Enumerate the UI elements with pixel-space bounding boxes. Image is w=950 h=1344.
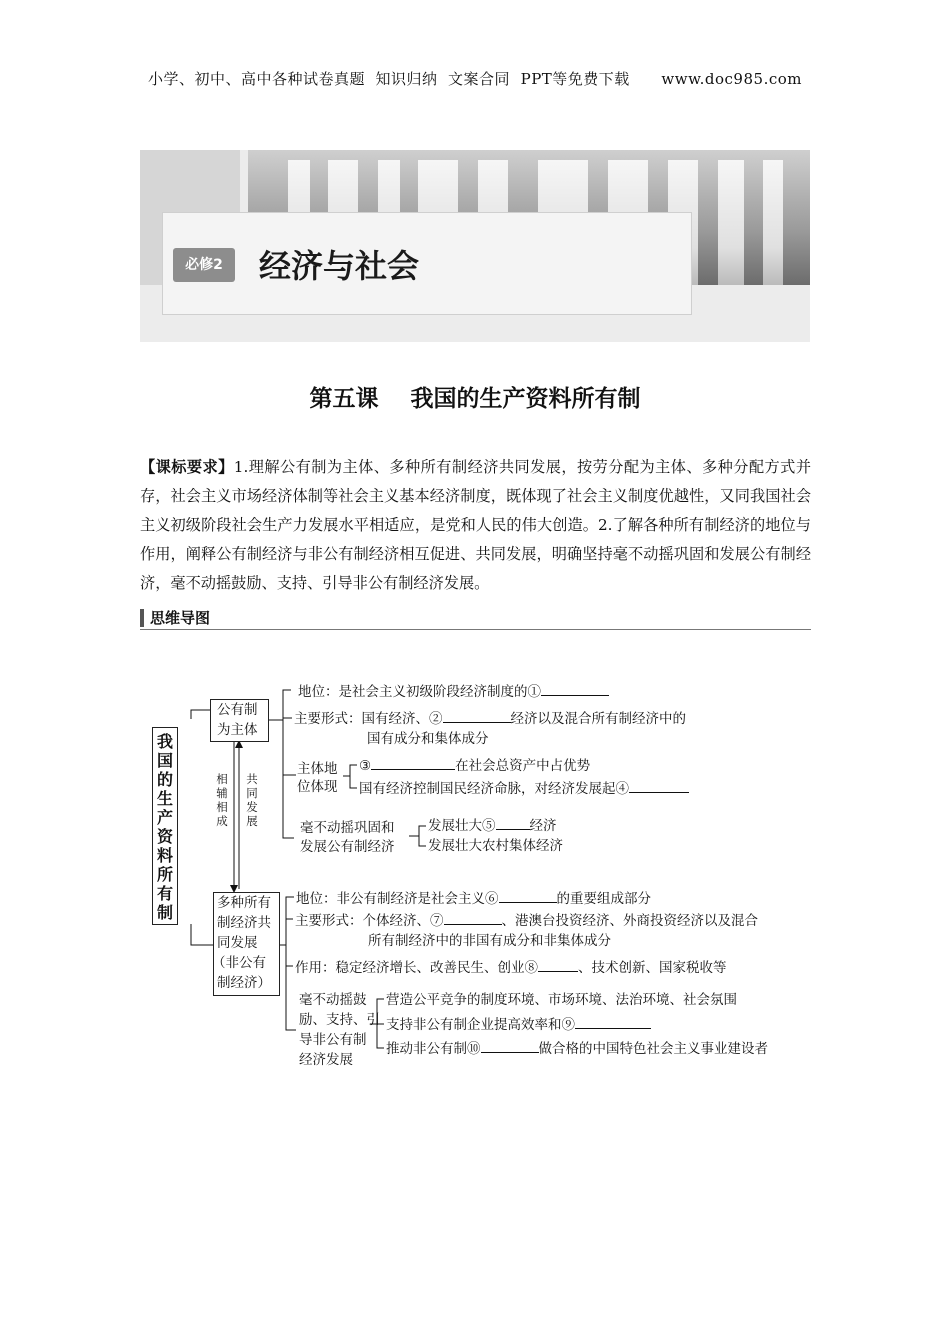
embody-label-2: 位体现 — [297, 779, 338, 795]
requirements-label: 【课标要求】 — [140, 458, 234, 476]
multi-box-line2: 制经济共 — [217, 915, 271, 931]
consolidate-label-1: 毫不动摇巩固和 — [300, 820, 395, 836]
embody-label-1: 主体地 — [297, 761, 338, 777]
public-box-line2: 为主体 — [217, 722, 258, 738]
consolidate-label-2: 发展公有制经济 — [300, 839, 395, 855]
page-header: 小学、初中、高中各种试卷真题 知识归纳 文案合同 PPT等免费下载 www.doc985.com — [147, 70, 802, 88]
multi-status: 地位：非公有制经济是社会主义⑥ 的重要组成部分 — [296, 888, 651, 909]
root-label: 我国的生产资料所有制 — [157, 732, 174, 922]
root-node — [152, 727, 178, 925]
requirements-text: 1.理解公有制为主体、多种所有制经济共同发展，按劳分配为主体、多种分配方式并存，社会主义市场经济体制等社会主义基本经济制度，既体现了社会主义制度优越性，又同我国社会主义初级阶段社会生产力发展水平相适应，是党和人民的伟大创造。2.了解各种所有制经济的地位与作用，阐释公有制经济与非公有制经济相互促进、共同发展，明确坚持毫不动摇巩固和发展公有制经济，毫不动摇鼓励、支持、引导非公有制经济发展。 — [140, 458, 812, 592]
multi-forms: 主要形式：个体经济、⑦ 、港澳台投资经济、外商投资经济以及混合 — [295, 910, 758, 931]
module-badge: 必修2 — [173, 248, 235, 282]
embody-item-1: ③ 在社会总资产中占优势 — [359, 755, 590, 776]
public-forms-line2: 国有成分和集体成分 — [367, 731, 489, 747]
multi-box-line4: （非公有 — [212, 955, 266, 971]
public-status: 地位：是社会主义初级阶段经济制度的① — [298, 681, 609, 702]
public-box-line1: 公有制 — [217, 702, 258, 718]
multi-box-line1: 多种所有 — [217, 895, 271, 911]
encourage-item-3: 推动非公有制⑩ 做合格的中国特色社会主义事业建设者 — [386, 1038, 768, 1059]
multi-forms-line2: 所有制经济中的非国有成分和非集体成分 — [368, 933, 611, 949]
module-title: 经济与社会 — [259, 247, 420, 285]
multi-ownership-node — [213, 892, 280, 996]
public-forms: 主要形式：国有经济、② 经济以及混合所有制经济中的 — [294, 708, 686, 729]
consolidate-item-1: 发展壮大⑤ 经济 — [428, 815, 557, 836]
public-ownership-node — [210, 699, 269, 742]
encourage-label-3: 导非公有制 — [299, 1032, 367, 1048]
lesson-title: 第五课 我国的生产资料所有制 — [309, 386, 641, 412]
mutual-label-1: 相辅相成 — [216, 772, 228, 828]
embody-item-2: 国有经济控制国民经济命脉，对经济发展起④ — [359, 778, 689, 799]
multi-box-line5: 制经济） — [217, 975, 271, 991]
encourage-item-1: 营造公平竞争的制度环境、市场环境、法治环境、社会氛围 — [386, 992, 737, 1008]
consolidate-item-2: 发展壮大农村集体经济 — [428, 838, 563, 854]
encourage-label-1: 毫不动摇鼓 — [299, 992, 367, 1008]
encourage-label-4: 经济发展 — [299, 1052, 353, 1068]
encourage-label-2: 励、支持、引 — [299, 1012, 380, 1028]
multi-role: 作用：稳定经济增长、改善民生、创业⑧ 、技术创新、国家税收等 — [295, 957, 727, 978]
multi-box-line3: 同发展 — [217, 935, 258, 951]
mutual-label-2: 共同发展 — [246, 772, 258, 828]
encourage-item-2: 支持非公有制企业提高效率和⑨ — [386, 1014, 651, 1035]
section-heading: 思维导图 — [150, 609, 211, 627]
